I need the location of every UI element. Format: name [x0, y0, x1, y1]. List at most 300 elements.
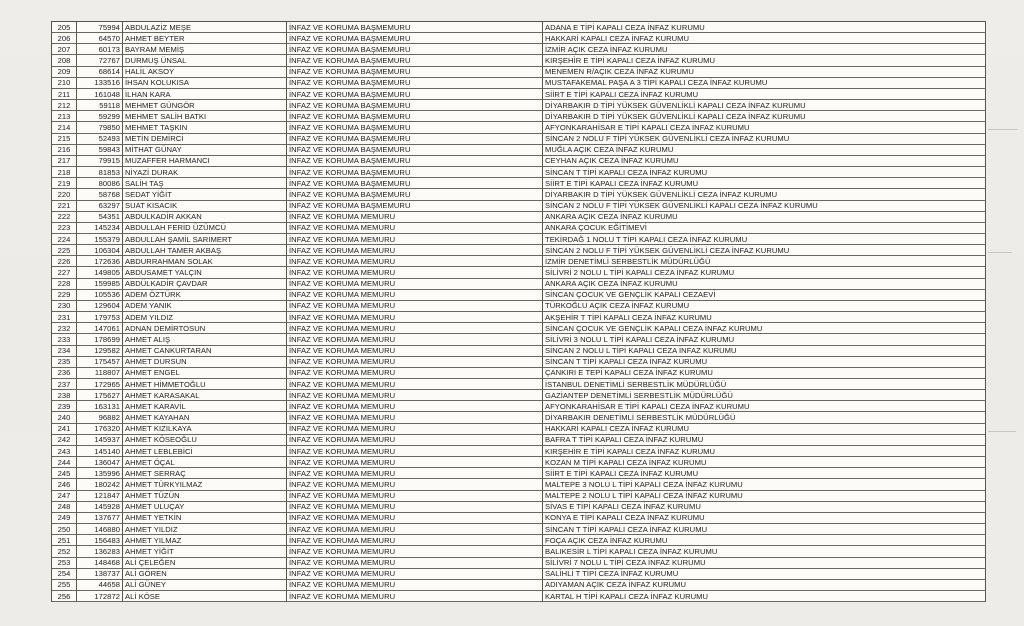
name-cell: ALİ KÖSE: [123, 591, 287, 602]
name-cell: ADNAN DEMİRTOSUN: [123, 323, 287, 334]
institution-cell: DİYARBAKIR D TİPİ YÜKSEK GÜVENLİKLİ KAPALI CEZA İNFAZ KURUMU: [543, 111, 986, 122]
title-cell: İNFAZ VE KORUMA BAŞMEMURU: [287, 134, 543, 145]
title-cell: İNFAZ VE KORUMA MEMURU: [287, 368, 543, 379]
institution-cell: ÇANKIRI E TEPİ KAPALI CEZA İNFAZ KURUMU: [543, 368, 986, 379]
name-cell: AHMET KARAVİL: [123, 401, 287, 412]
title-cell: İNFAZ VE KORUMA MEMURU: [287, 223, 543, 234]
institution-cell: ANKARA AÇIK CEZA İNFAZ KURUMU: [543, 279, 986, 290]
table-row: [52, 212, 986, 223]
table-row: [52, 290, 986, 301]
institution-cell: İSTANBUL DENETİMLİ SERBESTLİK MÜDÜRLÜĞÜ: [543, 379, 986, 390]
row-number-cell: 205: [52, 22, 77, 33]
name-cell: ABDULLAH TAMER AKBAŞ: [123, 245, 287, 256]
registration-number-cell: 175457: [77, 357, 123, 368]
name-cell: İHSAN KOLUKISA: [123, 78, 287, 89]
registration-number-cell: 129582: [77, 346, 123, 357]
row-number-cell: 219: [52, 178, 77, 189]
name-cell: AHMET CANKURTARAN: [123, 346, 287, 357]
title-cell: İNFAZ VE KORUMA MEMURU: [287, 535, 543, 546]
registration-number-cell: 146880: [77, 524, 123, 535]
title-cell: İNFAZ VE KORUMA MEMURU: [287, 479, 543, 490]
name-cell: SUAT KISACIK: [123, 201, 287, 212]
table-row: [52, 513, 986, 524]
institution-cell: MENEMEN R/AÇIK CEZA İNFAZ KURUMU: [543, 67, 986, 78]
title-cell: İNFAZ VE KORUMA MEMURU: [287, 435, 543, 446]
registration-number-cell: 156483: [77, 535, 123, 546]
registration-number-cell: 79915: [77, 156, 123, 167]
table-row: [52, 334, 986, 345]
name-cell: AHMET YİĞİT: [123, 546, 287, 557]
title-cell: İNFAZ VE KORUMA BAŞMEMURU: [287, 89, 543, 100]
table-row: [52, 412, 986, 423]
name-cell: MUZAFFER HARMANCI: [123, 156, 287, 167]
table-row: [52, 245, 986, 256]
institution-cell: SİNCAN T TİPİ KAPALI CEZA İNFAZ KURUMU: [543, 167, 986, 178]
institution-cell: ADANA E TİPİ KAPALI CEZA İNFAZ KURUMU: [543, 22, 986, 33]
table-row: [52, 156, 986, 167]
row-number-cell: 228: [52, 279, 77, 290]
institution-cell: ADIYAMAN AÇIK CEZA İNFAZ KURUMU: [543, 580, 986, 591]
title-cell: İNFAZ VE KORUMA MEMURU: [287, 558, 543, 569]
name-cell: MEHMET TAŞKIN: [123, 122, 287, 133]
name-cell: ADEM YANIK: [123, 301, 287, 312]
registration-number-cell: 80086: [77, 178, 123, 189]
registration-number-cell: 145928: [77, 502, 123, 513]
row-number-cell: 245: [52, 468, 77, 479]
title-cell: İNFAZ VE KORUMA MEMURU: [287, 346, 543, 357]
title-cell: İNFAZ VE KORUMA MEMURU: [287, 379, 543, 390]
title-cell: İNFAZ VE KORUMA BAŞMEMURU: [287, 201, 543, 212]
title-cell: İNFAZ VE KORUMA MEMURU: [287, 513, 543, 524]
row-number-cell: 231: [52, 312, 77, 323]
scan-artifact-line: [988, 129, 1018, 130]
title-cell: İNFAZ VE KORUMA MEMURU: [287, 245, 543, 256]
registration-number-cell: 163131: [77, 401, 123, 412]
institution-cell: TÜRKOĞLU AÇIK CEZA İNFAZ KURUMU: [543, 301, 986, 312]
registration-number-cell: 52493: [77, 134, 123, 145]
row-number-cell: 209: [52, 67, 77, 78]
registration-number-cell: 44658: [77, 580, 123, 591]
title-cell: İNFAZ VE KORUMA BAŞMEMURU: [287, 78, 543, 89]
row-number-cell: 224: [52, 234, 77, 245]
title-cell: İNFAZ VE KORUMA MEMURU: [287, 446, 543, 457]
name-cell: AHMET KARASAKAL: [123, 390, 287, 401]
registration-number-cell: 68614: [77, 67, 123, 78]
table-row: [52, 256, 986, 267]
institution-cell: CEYHAN AÇIK CEZA İNFAZ KURUMU: [543, 156, 986, 167]
name-cell: İLHAN KARA: [123, 89, 287, 100]
name-cell: AHMET LEBLEBİCİ: [123, 446, 287, 457]
row-number-cell: 243: [52, 446, 77, 457]
registration-number-cell: 75994: [77, 22, 123, 33]
registration-number-cell: 145234: [77, 223, 123, 234]
name-cell: ALİ GÖREN: [123, 569, 287, 580]
table-row: [52, 524, 986, 535]
row-number-cell: 238: [52, 390, 77, 401]
registration-number-cell: 155379: [77, 234, 123, 245]
table-row: [52, 435, 986, 446]
registration-number-cell: 118807: [77, 368, 123, 379]
row-number-cell: 247: [52, 491, 77, 502]
title-cell: İNFAZ VE KORUMA MEMURU: [287, 301, 543, 312]
registration-number-cell: 106304: [77, 245, 123, 256]
table-row: [52, 546, 986, 557]
institution-cell: SİNCAN 2 NOLU L TİPİ KAPALI CEZA İNFAZ KURUMU: [543, 346, 986, 357]
name-cell: ABDÜLKADİR ÇAVDAR: [123, 279, 287, 290]
title-cell: İNFAZ VE KORUMA BAŞMEMURU: [287, 100, 543, 111]
row-number-cell: 217: [52, 156, 77, 167]
table-row: [52, 301, 986, 312]
table-row: [52, 67, 986, 78]
name-cell: ABDULLAH FERİD ÜZÜMCÜ: [123, 223, 287, 234]
row-number-cell: 233: [52, 334, 77, 345]
institution-cell: AFYONKARAHİSAR E TİPİ KAPALI CEZA İNFAZ KURUMU: [543, 401, 986, 412]
title-cell: İNFAZ VE KORUMA BAŞMEMURU: [287, 189, 543, 200]
row-number-cell: 221: [52, 201, 77, 212]
name-cell: AHMET YILDIZ: [123, 524, 287, 535]
registration-number-cell: 172636: [77, 256, 123, 267]
registration-number-cell: 105536: [77, 290, 123, 301]
institution-cell: FOÇA AÇIK CEZA İNFAZ KURUMU: [543, 535, 986, 546]
registration-number-cell: 147061: [77, 323, 123, 334]
row-number-cell: 212: [52, 100, 77, 111]
institution-cell: MALTEPE 3 NOLU L TİPİ KAPALI CEZA İNFAZ KURUMU: [543, 479, 986, 490]
row-number-cell: 227: [52, 267, 77, 278]
row-number-cell: 214: [52, 122, 77, 133]
row-number-cell: 248: [52, 502, 77, 513]
name-cell: ALİ ÇELEĞEN: [123, 558, 287, 569]
institution-cell: DİYARBAKIR D TİPİ YÜKSEK GÜVENLİKLİ CEZA İNFAZ KURUMU: [543, 189, 986, 200]
title-cell: İNFAZ VE KORUMA BAŞMEMURU: [287, 145, 543, 156]
institution-cell: SALİHLİ T TİPİ CEZA İNFAZ KURUMU: [543, 569, 986, 580]
name-cell: AHMET SERRAÇ: [123, 468, 287, 479]
name-cell: AHMET YETKİN: [123, 513, 287, 524]
row-number-cell: 255: [52, 580, 77, 591]
institution-cell: HAKKARİ KAPALI CEZA İNFAZ KURUMU: [543, 33, 986, 44]
registration-number-cell: 161048: [77, 89, 123, 100]
institution-cell: SİNCAN T TİPİ KAPALI CEZA İNFAZ KURUMU: [543, 357, 986, 368]
title-cell: İNFAZ VE KORUMA BAŞMEMURU: [287, 111, 543, 122]
title-cell: İNFAZ VE KORUMA MEMURU: [287, 290, 543, 301]
institution-cell: SİNCAN T TİPİ KAPALI CEZA İNFAZ KURUMU: [543, 524, 986, 535]
institution-cell: ANKARA AÇIK CEZA İNFAZ KURUMU: [543, 212, 986, 223]
name-cell: ABDURRAHMAN SOLAK: [123, 256, 287, 267]
table-row: [52, 201, 986, 212]
title-cell: İNFAZ VE KORUMA MEMURU: [287, 334, 543, 345]
table-row: [52, 279, 986, 290]
name-cell: AHMET ULUÇAY: [123, 502, 287, 513]
name-cell: AHMET KAYAHAN: [123, 412, 287, 423]
name-cell: MEHMET GÜNGÖR: [123, 100, 287, 111]
table-row: [52, 122, 986, 133]
title-cell: İNFAZ VE KORUMA MEMURU: [287, 524, 543, 535]
name-cell: AHMET TÜZÜN: [123, 491, 287, 502]
institution-cell: İZMİR DENETİMLİ SERBESTLİK MÜDÜRLÜĞÜ: [543, 256, 986, 267]
title-cell: İNFAZ VE KORUMA MEMURU: [287, 279, 543, 290]
registration-number-cell: 133516: [77, 78, 123, 89]
row-number-cell: 232: [52, 323, 77, 334]
name-cell: BAYRAM MEMİŞ: [123, 44, 287, 55]
institution-cell: KARTAL H TİPİ KAPALI CEZA İNFAZ KURUMU: [543, 591, 986, 602]
registration-number-cell: 180242: [77, 479, 123, 490]
row-number-cell: 225: [52, 245, 77, 256]
name-cell: SALİH TAŞ: [123, 178, 287, 189]
registration-number-cell: 54351: [77, 212, 123, 223]
name-cell: MİTHAT GÜNAY: [123, 145, 287, 156]
registration-number-cell: 72767: [77, 55, 123, 66]
table-row: [52, 580, 986, 591]
registration-number-cell: 59118: [77, 100, 123, 111]
row-number-cell: 229: [52, 290, 77, 301]
row-number-cell: 241: [52, 424, 77, 435]
institution-cell: TEKİRDAĞ 1 NOLU T TİPİ KAPALI CEZA İNFAZ KURUMU: [543, 234, 986, 245]
institution-cell: SİNCAN 2 NOLU F TİPİ YÜKSEK GÜVENLİKLİ KAPALI CEZA İNFAZ KURUMU: [543, 201, 986, 212]
title-cell: İNFAZ VE KORUMA MEMURU: [287, 312, 543, 323]
table-row: [52, 267, 986, 278]
institution-cell: MALTEPE 2 NOLU L TİPİ KAPALI CEZA İNFAZ KURUMU: [543, 491, 986, 502]
table-row: [52, 446, 986, 457]
institution-cell: SİİRT E TİPİ KAPALI CEZA İNFAZ KURUMU: [543, 178, 986, 189]
name-cell: NİYAZİ DURAK: [123, 167, 287, 178]
institution-cell: SİNCAN ÇOCUK VE GENÇLİK KAPALI CEZA İNFAZ KURUMU: [543, 323, 986, 334]
table-row: [52, 424, 986, 435]
table-row: [52, 346, 986, 357]
name-cell: ABDULAZİZ MEŞE: [123, 22, 287, 33]
registration-number-cell: 136283: [77, 546, 123, 557]
institution-cell: KONYA E TİPİ KAPALI CEZA İNFAZ KURUMU: [543, 513, 986, 524]
title-cell: İNFAZ VE KORUMA BAŞMEMURU: [287, 156, 543, 167]
registration-number-cell: 149805: [77, 267, 123, 278]
title-cell: İNFAZ VE KORUMA MEMURU: [287, 569, 543, 580]
table-row: [52, 22, 986, 33]
table-row: [52, 44, 986, 55]
title-cell: İNFAZ VE KORUMA BAŞMEMURU: [287, 67, 543, 78]
table-row: [52, 491, 986, 502]
row-number-cell: 256: [52, 591, 77, 602]
table-row: [52, 468, 986, 479]
institution-cell: İZMİR AÇIK CEZA İNFAZ KURUMU: [543, 44, 986, 55]
name-cell: AHMET ALIŞ: [123, 334, 287, 345]
title-cell: İNFAZ VE KORUMA BAŞMEMURU: [287, 167, 543, 178]
table-row: [52, 223, 986, 234]
row-number-cell: 250: [52, 524, 77, 535]
title-cell: İNFAZ VE KORUMA MEMURU: [287, 546, 543, 557]
registration-number-cell: 59299: [77, 111, 123, 122]
table-row: [52, 457, 986, 468]
row-number-cell: 234: [52, 346, 77, 357]
row-number-cell: 208: [52, 55, 77, 66]
table-row: [52, 535, 986, 546]
table-row: [52, 569, 986, 580]
registration-number-cell: 179753: [77, 312, 123, 323]
title-cell: İNFAZ VE KORUMA MEMURU: [287, 234, 543, 245]
registration-number-cell: 138737: [77, 569, 123, 580]
title-cell: İNFAZ VE KORUMA BAŞMEMURU: [287, 22, 543, 33]
name-cell: AHMET DURSUN: [123, 357, 287, 368]
title-cell: İNFAZ VE KORUMA MEMURU: [287, 591, 543, 602]
personnel-table: [51, 21, 986, 602]
name-cell: ABDULKADİR AKKAN: [123, 212, 287, 223]
table-row: [52, 558, 986, 569]
name-cell: ALİ GÜNEY: [123, 580, 287, 591]
row-number-cell: 236: [52, 368, 77, 379]
name-cell: MEHMET SALİH BATKI: [123, 111, 287, 122]
institution-cell: DİYARBAKIR DENETİMLİ SERBESTLİK MÜDÜRLÜĞÜ: [543, 412, 986, 423]
row-number-cell: 226: [52, 256, 77, 267]
institution-cell: SİVAS E TİPİ KAPALI CEZA İNFAZ KURUMU: [543, 502, 986, 513]
row-number-cell: 206: [52, 33, 77, 44]
institution-cell: SİLİVRİ 7 NOLU L TİPİ CEZA İNFAZ KURUMU: [543, 558, 986, 569]
row-number-cell: 242: [52, 435, 77, 446]
registration-number-cell: 58768: [77, 189, 123, 200]
table-row: [52, 167, 986, 178]
title-cell: İNFAZ VE KORUMA BAŞMEMURU: [287, 33, 543, 44]
name-cell: ADEM YILDIZ: [123, 312, 287, 323]
institution-cell: AKŞEHİR T TİPİ KAPALI CEZA İNFAZ KURUMU: [543, 312, 986, 323]
title-cell: İNFAZ VE KORUMA MEMURU: [287, 267, 543, 278]
institution-cell: BAFRA T TİPİ KAPALI CEZA İNFAZ KURUMU: [543, 435, 986, 446]
name-cell: AHMET KIZILKAYA: [123, 424, 287, 435]
row-number-cell: 230: [52, 301, 77, 312]
institution-cell: KOZAN M TİPİ KAPALI CEZA İNFAZ KURUMU: [543, 457, 986, 468]
table-row: [52, 312, 986, 323]
title-cell: İNFAZ VE KORUMA MEMURU: [287, 256, 543, 267]
row-number-cell: 237: [52, 379, 77, 390]
table-row: [52, 178, 986, 189]
institution-cell: AFYONKARAHİSAR E TİPİ KAPALI CEZA İNFAZ KURUMU: [543, 122, 986, 133]
name-cell: AHMET ÖÇAL: [123, 457, 287, 468]
row-number-cell: 210: [52, 78, 77, 89]
title-cell: İNFAZ VE KORUMA MEMURU: [287, 323, 543, 334]
name-cell: DURMUŞ ÜNSAL: [123, 55, 287, 66]
row-number-cell: 254: [52, 569, 77, 580]
table-row: [52, 479, 986, 490]
row-number-cell: 240: [52, 412, 77, 423]
name-cell: SEDAT YİĞİT: [123, 189, 287, 200]
name-cell: AHMET ENGEL: [123, 368, 287, 379]
registration-number-cell: 178699: [77, 334, 123, 345]
name-cell: AHMET KÖSEOĞLU: [123, 435, 287, 446]
title-cell: İNFAZ VE KORUMA BAŞMEMURU: [287, 178, 543, 189]
registration-number-cell: 60173: [77, 44, 123, 55]
institution-cell: ANKARA ÇOCUK EĞİTİMEVİ: [543, 223, 986, 234]
institution-cell: MUĞLA AÇIK CEZA İNFAZ KURUMU: [543, 145, 986, 156]
registration-number-cell: 129604: [77, 301, 123, 312]
name-cell: AHMET HİMMETOĞLU: [123, 379, 287, 390]
registration-number-cell: 79850: [77, 122, 123, 133]
registration-number-cell: 137677: [77, 513, 123, 524]
row-number-cell: 253: [52, 558, 77, 569]
row-number-cell: 252: [52, 546, 77, 557]
registration-number-cell: 63297: [77, 201, 123, 212]
title-cell: İNFAZ VE KORUMA BAŞMEMURU: [287, 55, 543, 66]
row-number-cell: 235: [52, 357, 77, 368]
registration-number-cell: 159985: [77, 279, 123, 290]
registration-number-cell: 145140: [77, 446, 123, 457]
registration-number-cell: 148468: [77, 558, 123, 569]
institution-cell: GAZİANTEP DENETİMLİ SERBESTLİK MÜDÜRLÜĞÜ: [543, 390, 986, 401]
registration-number-cell: 172872: [77, 591, 123, 602]
name-cell: ABDUSAMET YALÇIN: [123, 267, 287, 278]
row-number-cell: 207: [52, 44, 77, 55]
institution-cell: KIRŞEHİR E TİPİ KAPALI CEZA İNFAZ KURUMU: [543, 446, 986, 457]
table-row: [52, 89, 986, 100]
row-number-cell: 246: [52, 479, 77, 490]
table-row: [52, 189, 986, 200]
name-cell: METİN DEMİRCİ: [123, 134, 287, 145]
title-cell: İNFAZ VE KORUMA BAŞMEMURU: [287, 44, 543, 55]
registration-number-cell: 59843: [77, 145, 123, 156]
row-number-cell: 216: [52, 145, 77, 156]
title-cell: İNFAZ VE KORUMA MEMURU: [287, 468, 543, 479]
institution-cell: SİNCAN 2 NOLU F TİPİ YÜKSEK GÜVENLİKLİ CEZA İNFAZ KURUMU: [543, 134, 986, 145]
name-cell: HALİL AKSOY: [123, 67, 287, 78]
title-cell: İNFAZ VE KORUMA BAŞMEMURU: [287, 122, 543, 133]
title-cell: İNFAZ VE KORUMA MEMURU: [287, 580, 543, 591]
registration-number-cell: 96882: [77, 412, 123, 423]
institution-cell: SİNCAN 2 NOLU F TİPİ YÜKSEK GÜVENLİKLİ CEZA İNFAZ KURUMU: [543, 245, 986, 256]
row-number-cell: 244: [52, 457, 77, 468]
table-row: [52, 502, 986, 513]
registration-number-cell: 145937: [77, 435, 123, 446]
registration-number-cell: 175627: [77, 390, 123, 401]
title-cell: İNFAZ VE KORUMA MEMURU: [287, 390, 543, 401]
name-cell: AHMET TÜRKYILMAZ: [123, 479, 287, 490]
title-cell: İNFAZ VE KORUMA MEMURU: [287, 491, 543, 502]
row-number-cell: 220: [52, 189, 77, 200]
row-number-cell: 249: [52, 513, 77, 524]
row-number-cell: 218: [52, 167, 77, 178]
registration-number-cell: 64570: [77, 33, 123, 44]
registration-number-cell: 172965: [77, 379, 123, 390]
row-number-cell: 251: [52, 535, 77, 546]
table-row: [52, 368, 986, 379]
registration-number-cell: 176320: [77, 424, 123, 435]
title-cell: İNFAZ VE KORUMA MEMURU: [287, 401, 543, 412]
table-row: [52, 401, 986, 412]
name-cell: ABDULLAH ŞAMİL SARIMERT: [123, 234, 287, 245]
institution-cell: HAKKARİ KAPALI CEZA İNFAZ KURUMU: [543, 424, 986, 435]
title-cell: İNFAZ VE KORUMA MEMURU: [287, 412, 543, 423]
institution-cell: KIRŞEHİR E TİPİ KAPALI CEZA İNFAZ KURUMU: [543, 55, 986, 66]
institution-cell: SİİRT E TİPİ KAPALI CEZA İNFAZ KURUMU: [543, 468, 986, 479]
name-cell: AHMET YILMAZ: [123, 535, 287, 546]
row-number-cell: 213: [52, 111, 77, 122]
registration-number-cell: 136047: [77, 457, 123, 468]
institution-cell: SİLİVRİ 3 NOLU L TİPİ KAPALI CEZA İNFAZ KURUMU: [543, 334, 986, 345]
scan-artifact-line: [988, 431, 1016, 432]
table-row: [52, 591, 986, 602]
table-row: [52, 145, 986, 156]
name-cell: ADEM ÖZTÜRK: [123, 290, 287, 301]
table-row: [52, 379, 986, 390]
title-cell: İNFAZ VE KORUMA MEMURU: [287, 424, 543, 435]
table-row: [52, 78, 986, 89]
title-cell: İNFAZ VE KORUMA MEMURU: [287, 502, 543, 513]
table-row: [52, 390, 986, 401]
table-row: [52, 234, 986, 245]
scan-artifact-line: [988, 252, 1012, 253]
row-number-cell: 215: [52, 134, 77, 145]
registration-number-cell: 135996: [77, 468, 123, 479]
institution-cell: BALIKESİR L TİPİ KAPALI CEZA İNFAZ KURUMU: [543, 546, 986, 557]
row-number-cell: 211: [52, 89, 77, 100]
institution-cell: SİİRT E TİPİ KAPALI CEZA İNFAZ KURUMU: [543, 89, 986, 100]
title-cell: İNFAZ VE KORUMA MEMURU: [287, 457, 543, 468]
table-row: [52, 100, 986, 111]
title-cell: İNFAZ VE KORUMA MEMURU: [287, 357, 543, 368]
institution-cell: DİYARBAKIR D TİPİ YÜKSEK GÜVENLİKLİ KAPALI CEZA İNFAZ KURUMU: [543, 100, 986, 111]
